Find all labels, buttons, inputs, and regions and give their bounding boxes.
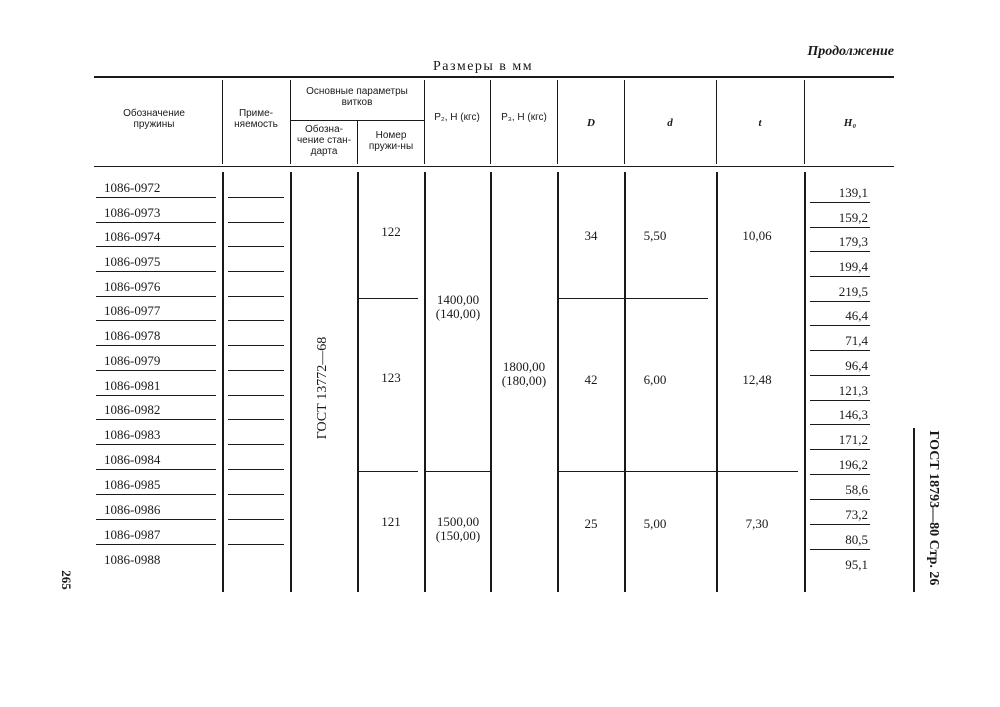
h0-value: 80,5 [845,532,868,547]
row-code: 1086-0981 [104,378,161,393]
header-applicability: Приме-няемость [234,108,278,130]
h0-value: 46,4 [845,308,868,323]
header-bottom-rule [94,166,894,167]
p2-kgf: (150,00) [435,528,481,543]
spring-number-value: 121 [381,514,401,529]
row-code: 1086-0985 [104,477,161,492]
row-rule [96,271,216,272]
side-title: ГОСТ 18793—80 Стр. 26 [926,430,941,586]
p2-newton: 1400,00 [436,292,480,307]
row-rule [228,370,284,371]
row-code: 1086-0975 [104,254,161,269]
p3-value [491,360,557,388]
row-rule [810,424,870,425]
row-code: 1086-0986 [104,502,161,517]
row-rule [228,296,284,297]
col-sep [222,80,223,164]
row-rule [810,276,870,277]
col-sep [804,172,806,592]
row-rule [96,544,216,545]
row-rule [96,370,216,371]
t-value: 12,48 [742,372,772,387]
row-rule [96,419,216,420]
h0-value: 219,5 [838,284,868,299]
spring-number-value: 122 [381,224,401,239]
group-divider [358,471,418,472]
row-rule [810,375,870,376]
D-value: 34 [584,228,598,243]
header-D: D [587,117,595,129]
row-rule [810,227,870,228]
continuation-label: Продолжение [807,44,894,59]
h0-value: 121,3 [838,383,868,398]
row-code: 1086-0987 [104,527,161,542]
row-rule [96,395,216,396]
h0-value: 96,4 [845,358,868,373]
t-value: 10,06 [742,228,772,243]
row-rule [96,345,216,346]
row-rule [96,519,216,520]
row-rule [228,444,284,445]
h0-value: 199,4 [838,259,868,274]
row-rule [810,499,870,500]
row-rule [96,296,216,297]
d-value: 6,00 [643,372,667,387]
row-code: 1086-0976 [104,279,161,294]
header-basic-params: Основные параметры витков [306,86,408,108]
h0-value: 159,2 [838,210,868,225]
row-rule [810,325,870,326]
group-divider [558,471,798,472]
row-rule [228,345,284,346]
group-divider [358,298,418,299]
row-rule [810,449,870,450]
p2-newton: 1500,00 [436,514,480,529]
h0-value: 196,2 [838,457,868,472]
h0-value: 139,1 [838,185,868,200]
D-value: 42 [584,372,598,387]
row-code: 1086-0977 [104,303,161,318]
header-d: d [667,117,673,129]
group-divider [558,298,708,299]
p3-kgf: (180,00) [501,373,547,388]
units-caption: Размеры в мм [433,59,534,74]
row-code: 1086-0974 [104,229,161,244]
t-value: 7,30 [745,516,769,531]
header-designation: Обозначение пружины [123,108,185,130]
d-value: 5,00 [643,516,667,531]
standard-designation: ГОСТ 13772—68 [315,336,330,440]
col-sep [490,80,491,164]
col-sep [624,80,625,164]
header-standard-designation: Обозна-чение стан-дарта [296,124,352,157]
col-sep [716,80,717,164]
row-rule [228,271,284,272]
group-divider [424,471,490,472]
header-p3: P₃, Н (кгс) [501,112,547,123]
row-code: 1086-0983 [104,427,161,442]
row-rule [228,246,284,247]
page-number: 265 [59,570,74,590]
spring-number-value: 123 [381,370,401,385]
row-rule [228,419,284,420]
h0-value: 171,2 [838,432,868,447]
row-rule [810,524,870,525]
row-rule [96,320,216,321]
row-rule [96,197,216,198]
p3-newton: 1800,00 [502,359,546,374]
p2-kgf: (140,00) [435,306,481,321]
row-rule [810,202,870,203]
header-p2: P₂, Н (кгс) [434,112,480,123]
h0-value: 179,3 [838,234,868,249]
row-rule [228,469,284,470]
row-rule [96,222,216,223]
header-t: t [758,117,762,129]
side-title-rule [913,428,915,592]
col-sep [357,120,358,164]
header-H0: H₀ [843,117,857,129]
h0-value: 73,2 [845,507,868,522]
col-sep [557,80,558,164]
col-sep [290,172,292,592]
h0-value: 95,1 [845,557,868,572]
row-rule [96,494,216,495]
table-top-rule [94,76,894,78]
row-rule [810,549,870,550]
row-rule [228,395,284,396]
col-sep [290,80,291,164]
D-value: 25 [584,516,598,531]
header-spring-number: Номер пружи-ны [368,130,414,152]
row-rule [228,494,284,495]
row-rule [810,400,870,401]
row-code: 1086-0973 [104,205,161,220]
row-code: 1086-0984 [104,452,161,467]
row-rule [228,320,284,321]
row-rule [810,350,870,351]
col-sep [424,80,425,164]
row-rule [96,444,216,445]
row-rule [228,519,284,520]
row-rule [228,544,284,545]
subheader-rule [291,120,424,121]
col-sep [222,172,224,592]
d-value: 5,50 [643,228,667,243]
h0-value: 58,6 [845,482,868,497]
row-rule [228,222,284,223]
row-rule [810,251,870,252]
row-code: 1086-0982 [104,402,161,417]
row-code: 1086-0988 [104,552,161,567]
row-rule [810,301,870,302]
row-rule [96,246,216,247]
row-rule [96,469,216,470]
h0-value: 146,3 [838,407,868,422]
row-code: 1086-0979 [104,353,161,368]
row-code: 1086-0978 [104,328,161,343]
col-sep [804,80,805,164]
row-rule [810,474,870,475]
row-code: 1086-0972 [104,180,161,195]
row-rule [228,197,284,198]
p2-value [425,515,491,543]
p2-value [425,293,491,321]
h0-value: 71,4 [845,333,868,348]
